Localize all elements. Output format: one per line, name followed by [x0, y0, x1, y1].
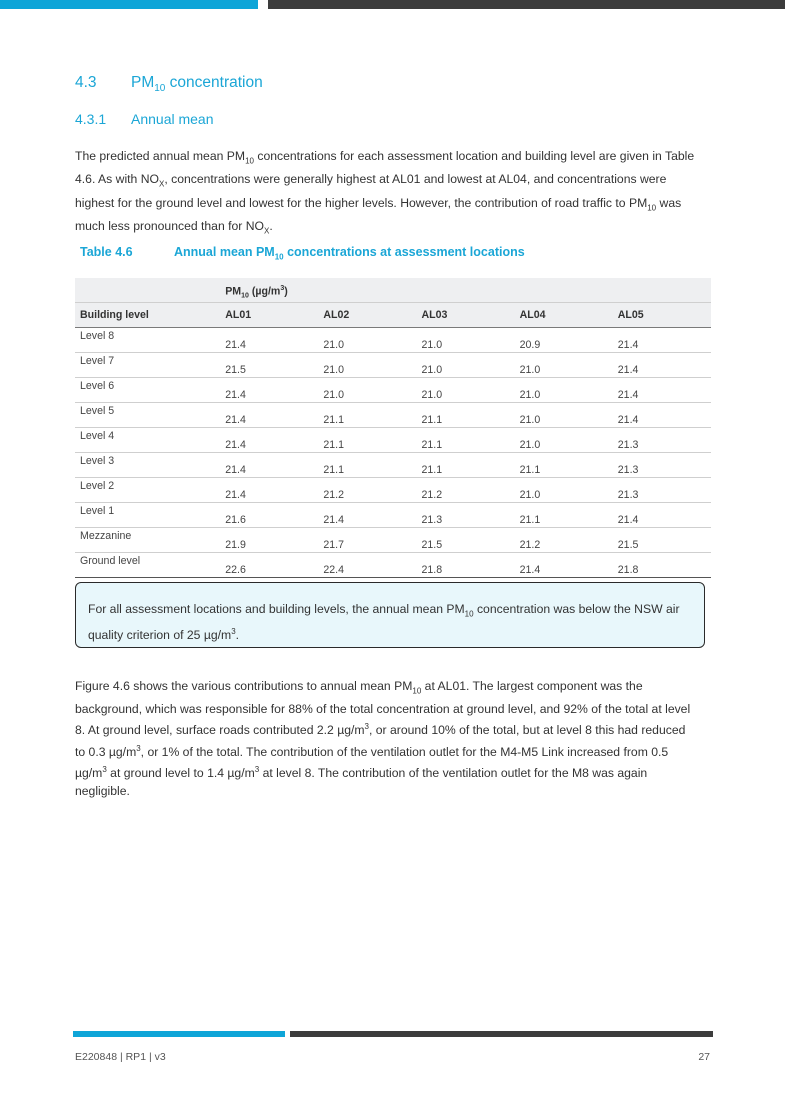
table-row — [75, 453, 711, 478]
concentration-cell: 21.4 — [220, 478, 318, 503]
building-level-cell: Level 8 — [75, 328, 220, 353]
building-level-cell: Level 7 — [75, 353, 220, 378]
concentration-cell: 21.1 — [318, 428, 416, 453]
building-level-cell: Ground level — [75, 553, 220, 578]
table-row — [75, 553, 711, 578]
header-accent-bar — [0, 0, 258, 9]
concentration-cell: 21.2 — [318, 478, 416, 503]
page-number: 27 — [698, 1051, 710, 1063]
concentration-cell: 21.3 — [613, 478, 711, 503]
concentration-cell: 21.4 — [220, 378, 318, 403]
concentration-cell: 21.1 — [515, 503, 613, 528]
concentration-cell: 21.4 — [613, 378, 711, 403]
concentration-cell: 21.0 — [515, 428, 613, 453]
concentration-cell: 21.1 — [417, 453, 515, 478]
concentration-cell: 21.0 — [417, 378, 515, 403]
concentration-cell: 21.7 — [318, 528, 416, 553]
table-row — [75, 353, 711, 378]
figure-paragraph: Figure 4.6 shows the various contributions to annual mean $PM_{10}$ at AL01. The largest component was the background, which was responsible for 88% of the total concentration at ground level, and 92% of the total at level 8. At ground level, surface roads contributed 2.2 $\mu g/m^3$, or around 10% of the total, but at level 8 this had reduced to 0.3 $\mu g/m^3$, or 1% of the total. The contribution of the ventilation outlet for the M4-M5 Link increased from 0.5 $\mu g/m^3$ at ground level to 1.4 $\mu g/m^3$ at level 8. The contribution of the ventilation outlet for the M8 was again negligible. — [75, 679, 691, 798]
column-header: AL01 — [220, 303, 318, 328]
concentration-cell: 21.4 — [613, 328, 711, 353]
column-header: AL05 — [613, 303, 711, 328]
building-level-cell: Level 5 — [75, 403, 220, 428]
intro-paragraph: The predicted annual mean $PM_{10}$ concentrations for each assessment location and building level are given in Table 4.6. As with $NO_X$, concentrations were generally highest at AL01 and lowest at AL04, and concentrations were highest for the ground level and lowest for the higher levels. However, the contribution of road traffic to $PM_{10}$ was much less pronounced than for $NO_X$. — [75, 149, 695, 236]
concentration-cell: 21.1 — [318, 453, 416, 478]
concentration-cell: 21.0 — [318, 378, 416, 403]
building-level-cell: Level 4 — [75, 428, 220, 453]
concentration-cell: 21.3 — [613, 453, 711, 478]
footer-dark-bar — [290, 1031, 713, 1037]
concentration-cell: 21.5 — [417, 528, 515, 553]
concentration-cell: 21.2 — [515, 528, 613, 553]
concentration-cell: 21.4 — [220, 453, 318, 478]
pm10-table — [75, 278, 711, 578]
concentration-cell: 21.1 — [515, 453, 613, 478]
concentration-cell: 21.4 — [613, 403, 711, 428]
table-row — [75, 403, 711, 428]
concentration-cell: 21.8 — [417, 553, 515, 578]
concentration-cell: 21.0 — [417, 353, 515, 378]
footer-accent-bar — [73, 1031, 285, 1037]
concentration-cell: 20.9 — [515, 328, 613, 353]
column-header: AL04 — [515, 303, 613, 328]
concentration-cell: 21.0 — [318, 353, 416, 378]
concentration-cell: 22.4 — [318, 553, 416, 578]
concentration-cell: 21.0 — [515, 403, 613, 428]
concentration-cell: 21.0 — [515, 353, 613, 378]
concentration-cell: 21.4 — [318, 503, 416, 528]
concentration-cell: 21.2 — [417, 478, 515, 503]
table-caption-title: Annual mean $PM_{10}$ concentrations at assessment locations — [174, 245, 525, 262]
concentration-cell: 21.8 — [613, 553, 711, 578]
table-row — [75, 503, 711, 528]
concentration-cell: 21.6 — [220, 503, 318, 528]
table-row — [75, 478, 711, 503]
concentration-cell: 21.1 — [417, 428, 515, 453]
column-header: AL02 — [318, 303, 416, 328]
concentration-cell: 21.5 — [613, 528, 711, 553]
subsection-heading — [75, 111, 214, 127]
concentration-cell: 21.1 — [417, 403, 515, 428]
concentration-cell: 21.4 — [613, 353, 711, 378]
table-caption — [80, 245, 525, 262]
building-level-cell: Level 2 — [75, 478, 220, 503]
concentration-cell: 22.6 — [220, 553, 318, 578]
building-level-cell: Level 1 — [75, 503, 220, 528]
row-header: Building level — [75, 303, 220, 328]
section-number: 4.3 — [75, 74, 97, 91]
concentration-cell: 21.3 — [417, 503, 515, 528]
section-heading: 4.3 $PM_{10}$ concentration — [75, 74, 263, 95]
concentration-cell: 21.4 — [613, 503, 711, 528]
column-header: AL03 — [417, 303, 515, 328]
subsection-number: 4.3.1 — [75, 111, 107, 127]
table-row — [75, 428, 711, 453]
concentration-cell: 21.1 — [318, 403, 416, 428]
concentration-cell: 21.4 — [220, 403, 318, 428]
table-caption-label: Table 4.6 — [80, 245, 133, 259]
table-group-header: $PM_{10}$ $(\mu g/m^3)$ — [220, 278, 711, 303]
subsection-title: Annual mean — [131, 111, 214, 127]
table-row — [75, 528, 711, 553]
building-level-cell: Level 6 — [75, 378, 220, 403]
concentration-cell: 21.3 — [613, 428, 711, 453]
table-row — [75, 328, 711, 353]
document-id: E220848 | RP1 | v3 — [75, 1051, 166, 1063]
key-finding-callout: For all assessment locations and building levels, the annual mean $PM_{10}$ concentration was below the NSW air quality criterion of 25 $\mu g/m^3$. — [75, 582, 705, 648]
concentration-cell: 21.9 — [220, 528, 318, 553]
concentration-cell: 21.0 — [515, 478, 613, 503]
concentration-cell: 21.0 — [417, 328, 515, 353]
concentration-cell: 21.4 — [515, 553, 613, 578]
concentration-cell: 21.0 — [515, 378, 613, 403]
header-dark-bar — [268, 0, 785, 9]
building-level-cell: Mezzanine — [75, 528, 220, 553]
table-row — [75, 378, 711, 403]
concentration-cell: 21.0 — [318, 328, 416, 353]
building-level-cell: Level 3 — [75, 453, 220, 478]
concentration-cell: 21.4 — [220, 328, 318, 353]
concentration-cell: 21.5 — [220, 353, 318, 378]
concentration-cell: 21.4 — [220, 428, 318, 453]
